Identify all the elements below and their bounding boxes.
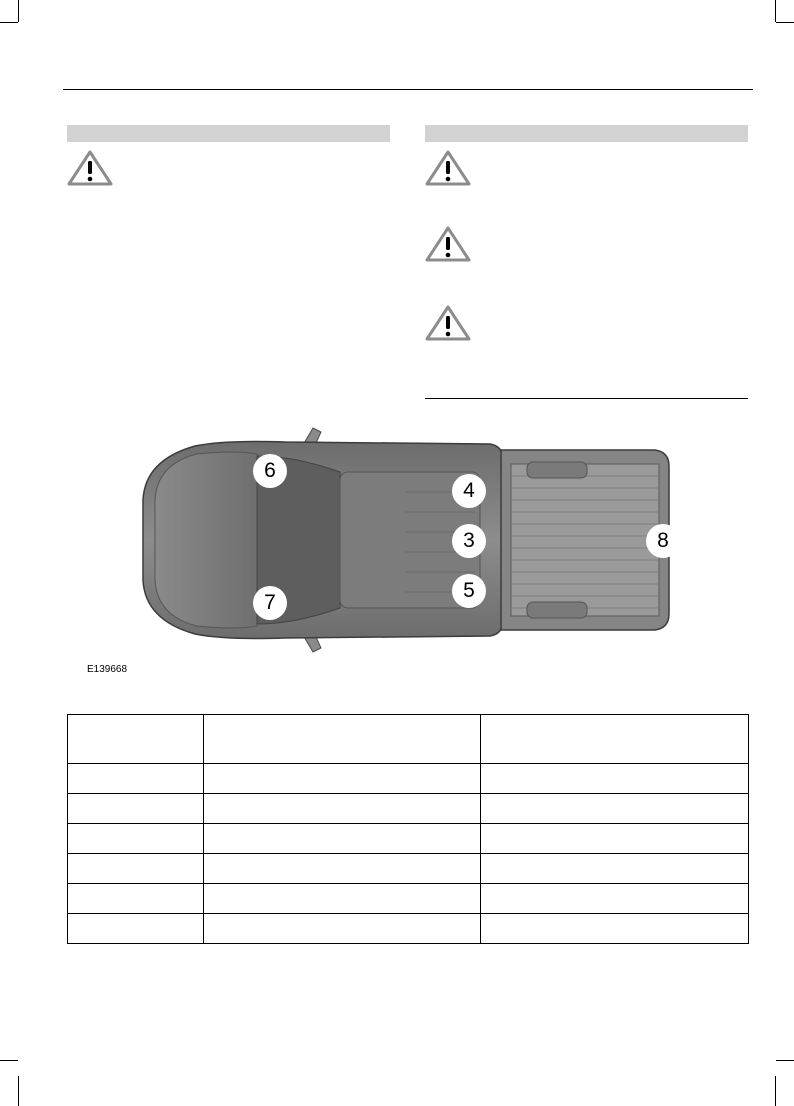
table-header-row xyxy=(68,715,749,764)
warning-triangle-icon xyxy=(67,150,113,186)
table-cell xyxy=(481,824,749,854)
section-end-rule xyxy=(425,398,748,399)
table-cell xyxy=(203,914,481,944)
crop-mark xyxy=(775,0,776,22)
section-header-bar xyxy=(67,125,390,142)
callout-3: 3 xyxy=(452,524,486,558)
figure-code: E139668 xyxy=(87,664,128,675)
crop-mark xyxy=(0,22,18,23)
warning-triangle-icon xyxy=(425,150,471,186)
crop-mark xyxy=(0,1060,18,1061)
table-row xyxy=(68,764,749,794)
vehicle-top-view-figure xyxy=(135,420,675,660)
data-table xyxy=(67,714,749,944)
table-row xyxy=(68,794,749,824)
pickup-truck-illustration xyxy=(135,420,675,660)
table-header-cell xyxy=(481,715,749,764)
crop-mark xyxy=(776,22,794,23)
table-cell xyxy=(68,914,204,944)
callout-4: 4 xyxy=(452,474,486,508)
table-header-cell xyxy=(203,715,481,764)
crop-mark xyxy=(776,1060,794,1061)
callout-5: 5 xyxy=(452,574,486,608)
header-rule xyxy=(63,89,753,90)
table-cell xyxy=(68,794,204,824)
table-cell xyxy=(481,764,749,794)
table-cell xyxy=(203,794,481,824)
table-cell xyxy=(481,884,749,914)
section-header-bar xyxy=(425,125,748,142)
table-cell xyxy=(481,794,749,824)
table-cell xyxy=(203,824,481,854)
crop-mark xyxy=(18,0,19,22)
crop-mark xyxy=(18,1076,19,1106)
table-row xyxy=(68,884,749,914)
table-cell xyxy=(203,854,481,884)
table-row xyxy=(68,914,749,944)
warning-triangle-icon xyxy=(425,305,471,341)
table-cell xyxy=(68,884,204,914)
table-row xyxy=(68,824,749,854)
table-row xyxy=(68,854,749,884)
table-header-cell xyxy=(68,715,204,764)
table-cell xyxy=(481,854,749,884)
table-cell xyxy=(68,824,204,854)
table-cell xyxy=(68,764,204,794)
callout-8: 8 xyxy=(646,524,680,558)
table-cell xyxy=(481,914,749,944)
table-cell xyxy=(203,764,481,794)
callout-6: 6 xyxy=(253,454,287,488)
crop-mark xyxy=(775,1076,776,1106)
table-cell xyxy=(203,884,481,914)
table-cell xyxy=(68,854,204,884)
warning-triangle-icon xyxy=(425,226,471,262)
callout-7: 7 xyxy=(253,586,287,620)
